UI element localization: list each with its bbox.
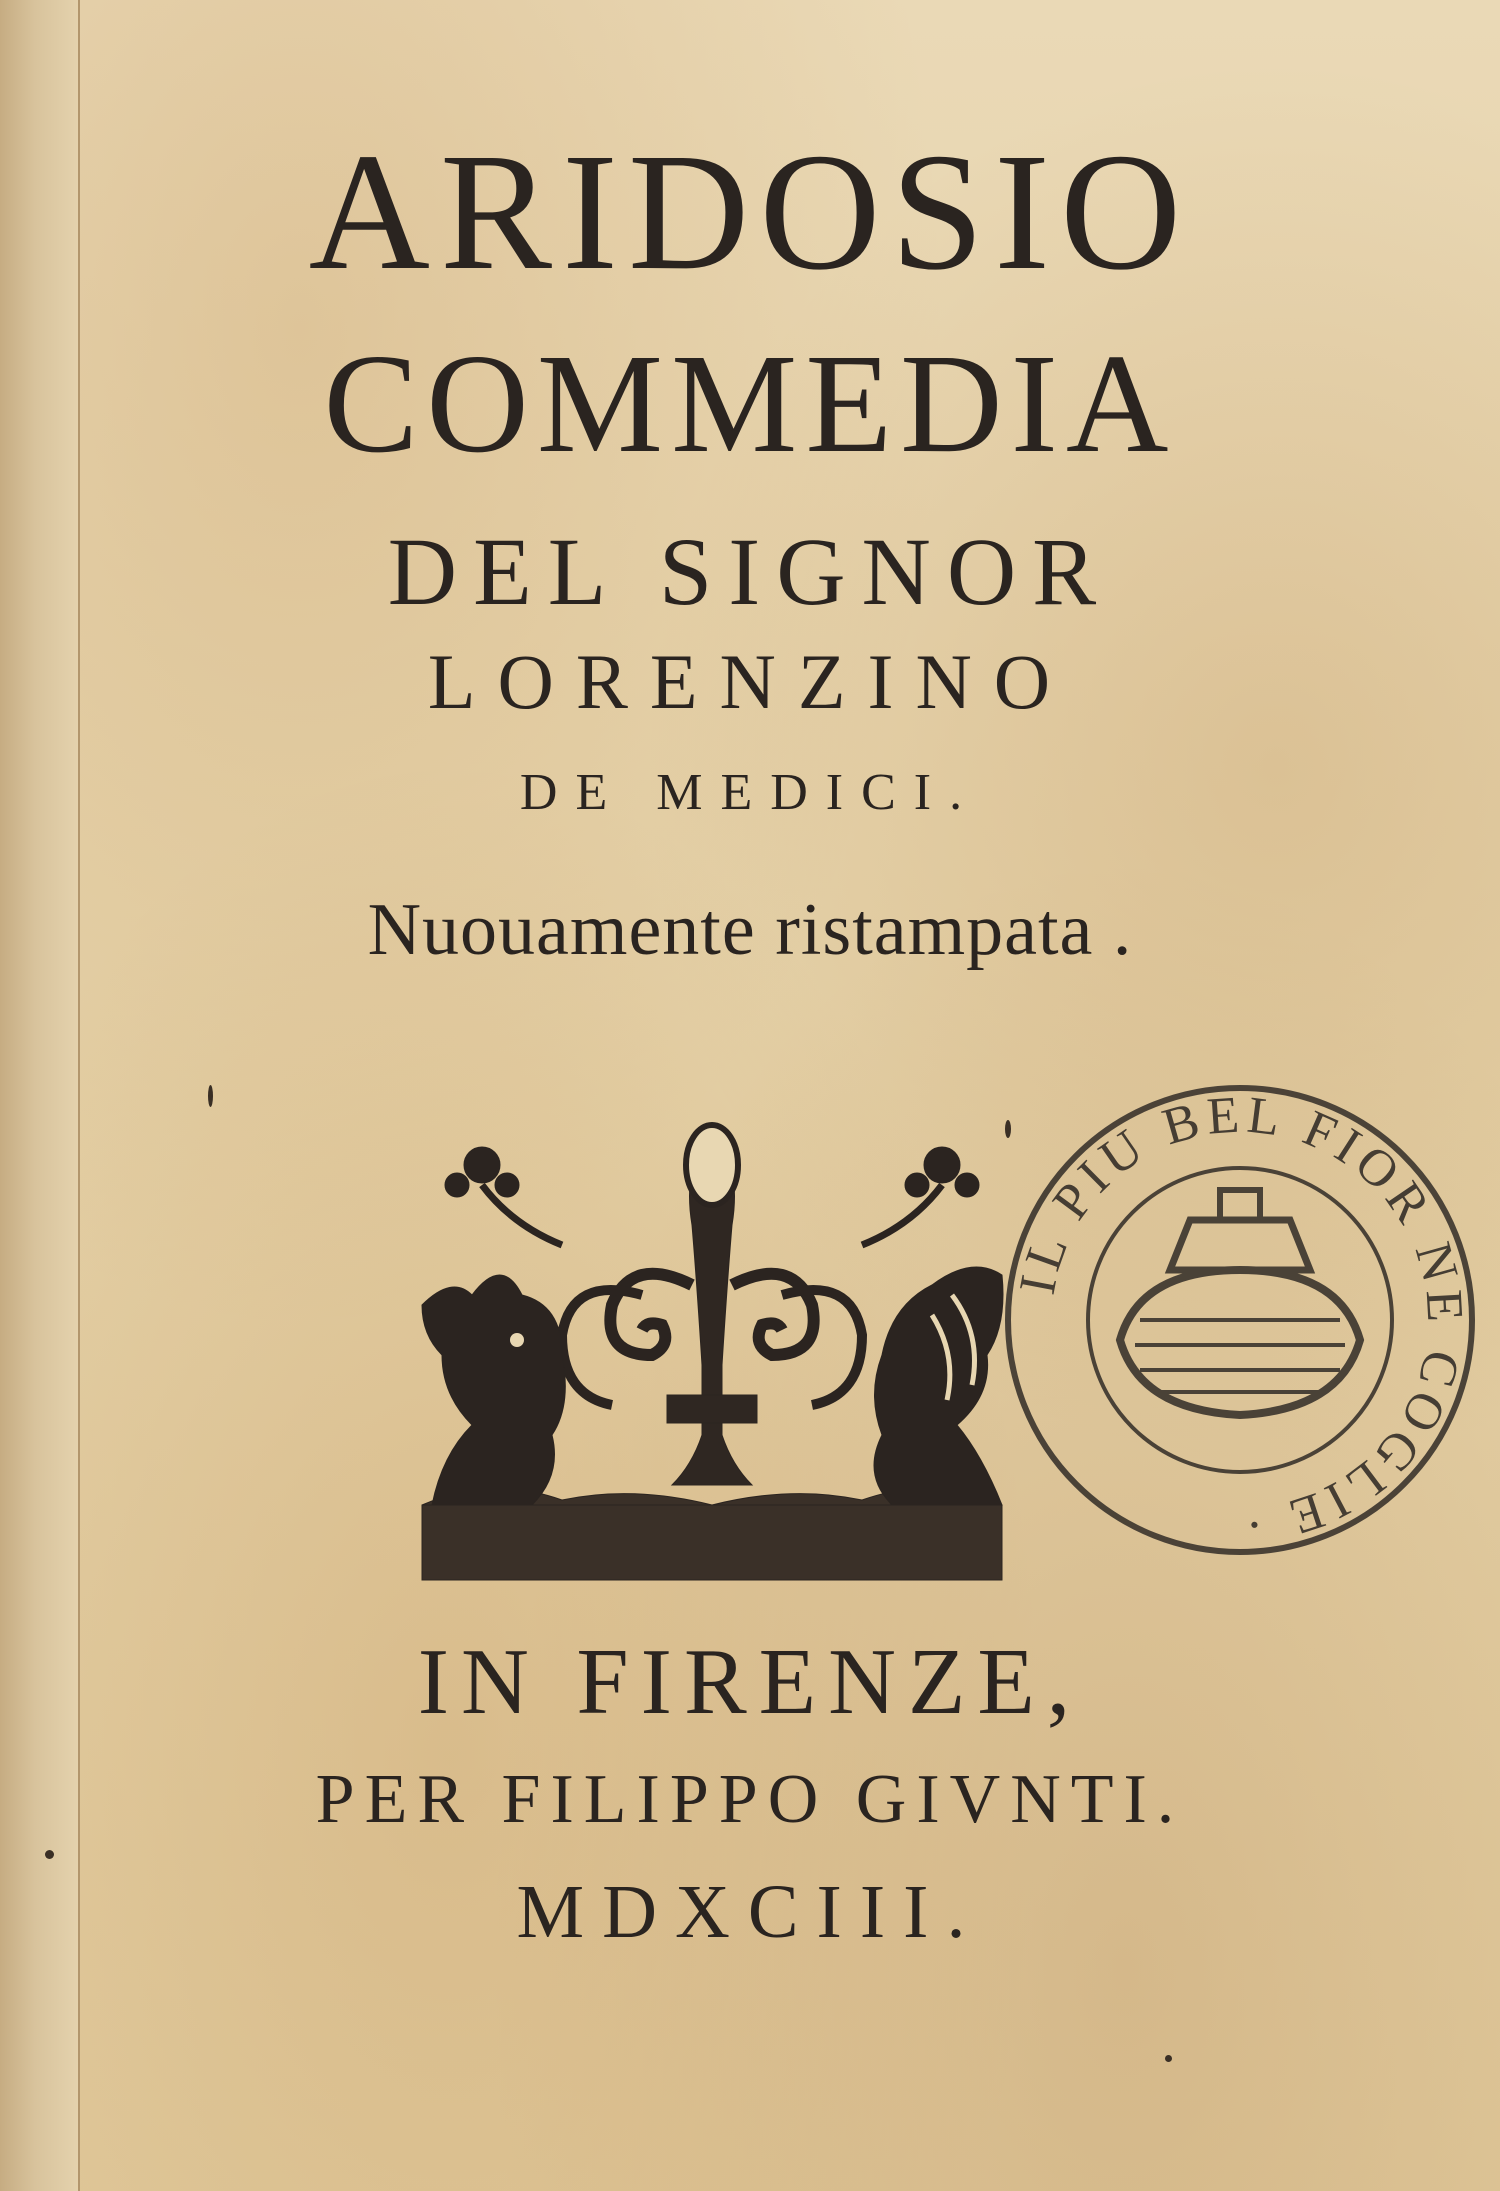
- imprint-printer: PER FILIPPO GIVNTI.: [315, 1761, 1185, 1838]
- ink-speck: [1005, 1120, 1011, 1138]
- book-genre: COMMEDIA: [323, 324, 1177, 482]
- edition-note: Nuouamente ristampata .: [367, 889, 1133, 971]
- ink-speck: [208, 1085, 213, 1107]
- imprint-city: IN FIRENZE,: [417, 1630, 1083, 1734]
- author-prefix: DEL SIGNOR: [387, 518, 1113, 625]
- stamp-motto: IL PIU BEL FIOR NE COGLIE ·: [1008, 1086, 1474, 1554]
- fleur-de-lis-printers-device-icon: [412, 1105, 1012, 1605]
- book-title: ARIDOSIO: [308, 119, 1192, 305]
- author-family: DE MEDICI.: [519, 764, 981, 821]
- ink-speck: [45, 1850, 54, 1859]
- author-name: LORENZINO: [427, 638, 1073, 725]
- imprint-year: MDXCIII.: [516, 1870, 984, 1954]
- library-stamp-seal: [990, 1070, 1490, 1570]
- ink-speck: [1165, 2055, 1172, 2062]
